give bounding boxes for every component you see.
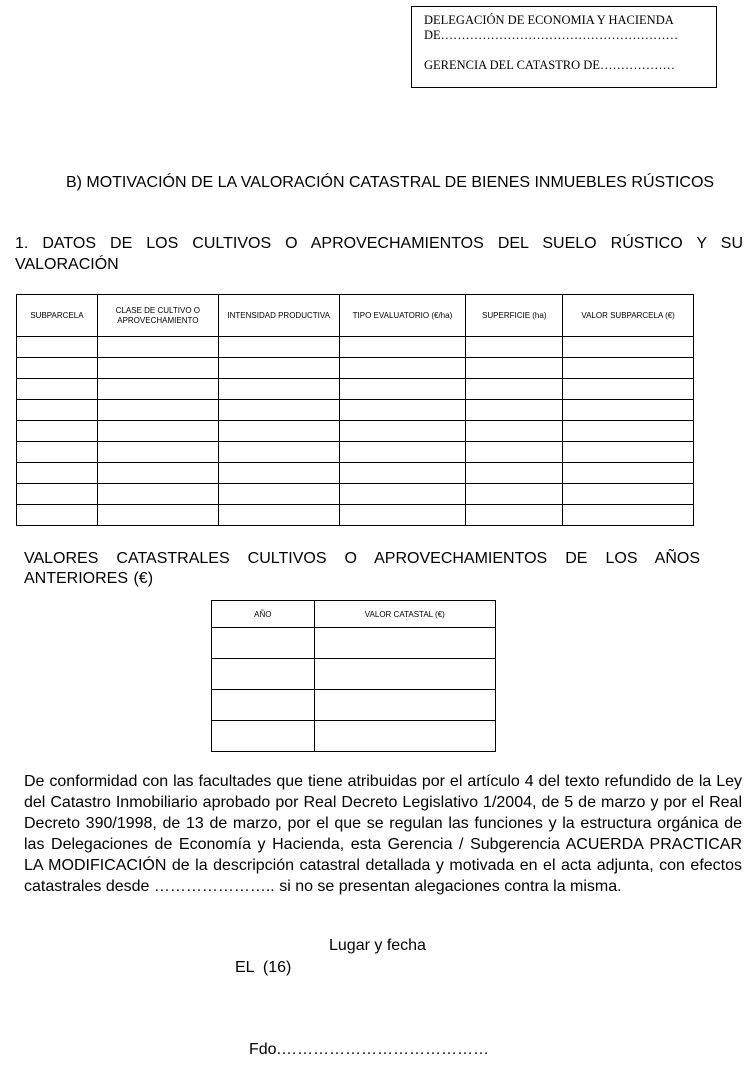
- table-cell[interactable]: [339, 505, 466, 526]
- header-valor-subparcela: VALOR SUBPARCELA (€): [563, 295, 694, 337]
- table-cell[interactable]: [218, 463, 339, 484]
- table-cell[interactable]: [563, 505, 694, 526]
- table-cell[interactable]: [466, 358, 563, 379]
- crops-table-row: [17, 505, 694, 526]
- table-cell[interactable]: [563, 379, 694, 400]
- table-cell[interactable]: [212, 721, 315, 752]
- table-cell[interactable]: [97, 484, 218, 505]
- table-cell[interactable]: [218, 505, 339, 526]
- table-cell[interactable]: [339, 358, 466, 379]
- table-cell[interactable]: [17, 400, 98, 421]
- table-cell[interactable]: [97, 358, 218, 379]
- table-cell[interactable]: [17, 421, 98, 442]
- table-cell[interactable]: [218, 421, 339, 442]
- table-cell[interactable]: [466, 400, 563, 421]
- crops-table-row: [17, 358, 694, 379]
- signature-line: Fdo.…………………………………: [249, 1041, 490, 1058]
- table-cell[interactable]: [97, 463, 218, 484]
- table-cell[interactable]: [314, 690, 495, 721]
- crops-table-row: [17, 379, 694, 400]
- header-box: [411, 6, 717, 88]
- crops-table-header-row: [17, 295, 694, 337]
- table-cell[interactable]: [97, 505, 218, 526]
- header-intensidad: INTENSIDAD PRODUCTIVA: [218, 295, 339, 337]
- table-cell[interactable]: [466, 463, 563, 484]
- previous-values-header-row: [212, 601, 496, 628]
- table-cell[interactable]: [339, 484, 466, 505]
- table-cell[interactable]: [314, 721, 495, 752]
- signer-label: EL (16): [235, 959, 292, 976]
- previous-values-row: [212, 721, 496, 752]
- table-cell[interactable]: [97, 337, 218, 358]
- crops-table-row: [17, 400, 694, 421]
- table-cell[interactable]: [466, 421, 563, 442]
- table-cell[interactable]: [218, 379, 339, 400]
- previous-values-table: [211, 600, 496, 752]
- crops-table-row: [17, 421, 694, 442]
- table-cell[interactable]: [97, 379, 218, 400]
- crops-table-row: [17, 463, 694, 484]
- crops-table: [16, 294, 694, 526]
- table-cell[interactable]: [339, 400, 466, 421]
- table-cell[interactable]: [563, 400, 694, 421]
- table-cell[interactable]: [314, 659, 495, 690]
- table-cell[interactable]: [17, 505, 98, 526]
- subsection-title: 1. DATOS DE LOS CULTIVOS O APROVECHAMIENTOS DEL SUELO RÚSTICO Y SU VALORACIÓN: [15, 235, 743, 273]
- header-clase-cultivo: CLASE DE CULTIVO O APROVECHAMIENTO: [97, 295, 218, 337]
- table-cell[interactable]: [218, 442, 339, 463]
- table-cell[interactable]: [563, 337, 694, 358]
- delegation-dots-line: DE…………………………………………………: [424, 28, 679, 42]
- table-cell[interactable]: [17, 442, 98, 463]
- crops-table-row: [17, 442, 694, 463]
- table-cell[interactable]: [218, 400, 339, 421]
- table-cell[interactable]: [17, 463, 98, 484]
- table-cell[interactable]: [339, 379, 466, 400]
- table-cell[interactable]: [17, 484, 98, 505]
- table-cell[interactable]: [97, 400, 218, 421]
- previous-values-title: VALORES CATASTRALES CULTIVOS O APROVECHAMIENTOS DE LOS AÑOS ANTERIORES (€): [24, 550, 700, 587]
- previous-values-row: [212, 659, 496, 690]
- table-cell[interactable]: [563, 358, 694, 379]
- table-cell[interactable]: [466, 442, 563, 463]
- table-cell[interactable]: [212, 690, 315, 721]
- crops-table-row: [17, 484, 694, 505]
- header-ano: AÑO: [212, 601, 315, 628]
- table-cell[interactable]: [17, 358, 98, 379]
- table-cell[interactable]: [466, 505, 563, 526]
- header-gap: [424, 43, 716, 58]
- table-cell[interactable]: [466, 379, 563, 400]
- table-cell[interactable]: [314, 628, 495, 659]
- table-cell[interactable]: [17, 379, 98, 400]
- previous-values-row: [212, 628, 496, 659]
- table-cell[interactable]: [17, 337, 98, 358]
- table-cell[interactable]: [339, 337, 466, 358]
- legal-paragraph: De conformidad con las facultades que tiene atribuidas por el artículo 4 del texto refundido de la Ley del Catastro Inmobiliario aprobado por Real Decreto Legislativo 1/2004, de 5 de marzo y por el Real Decreto 390/1998, de 13 de marzo, por el que se regulan las funciones y la estructura orgánica de las Delegaciones de Economía y Hacienda, esta Gerencia / Subgerencia ACUERDA PRACTICAR LA MODIFICACIÓN de la descripción catastral detallada y motivada en el acta adjunta, con efectos catastrales desde ………………….. si no se presentan alegaciones contra la misma.: [24, 773, 742, 895]
- crops-table-row: [17, 337, 694, 358]
- header-valor-catastal: VALOR CATASTAL (€): [314, 601, 495, 628]
- table-cell[interactable]: [466, 337, 563, 358]
- table-cell[interactable]: [218, 358, 339, 379]
- table-cell[interactable]: [97, 442, 218, 463]
- table-cell[interactable]: [218, 484, 339, 505]
- section-title: B) MOTIVACIÓN DE LA VALORACIÓN CATASTRAL DE BIENES INMUEBLES RÚSTICOS: [65, 174, 715, 191]
- table-cell[interactable]: [563, 421, 694, 442]
- table-cell[interactable]: [212, 628, 315, 659]
- header-subparcela: SUBPARCELA: [17, 295, 98, 337]
- header-tipo-evaluatorio: TIPO EVALUATORIO (€/ha): [339, 295, 466, 337]
- table-cell[interactable]: [218, 337, 339, 358]
- table-cell[interactable]: [563, 484, 694, 505]
- table-cell[interactable]: [563, 442, 694, 463]
- table-cell[interactable]: [212, 659, 315, 690]
- previous-values-row: [212, 690, 496, 721]
- table-cell[interactable]: [339, 442, 466, 463]
- table-cell[interactable]: [466, 484, 563, 505]
- cadastre-office-line: GERENCIA DEL CATASTRO DE………………: [424, 58, 675, 72]
- place-and-date: Lugar y fecha: [329, 937, 426, 954]
- header-superficie: SUPERFICIE (ha): [466, 295, 563, 337]
- table-cell[interactable]: [563, 463, 694, 484]
- table-cell[interactable]: [339, 421, 466, 442]
- table-cell[interactable]: [97, 421, 218, 442]
- table-cell[interactable]: [339, 463, 466, 484]
- delegation-line: DELEGACIÓN DE ECONOMIA Y HACIENDA: [424, 13, 674, 27]
